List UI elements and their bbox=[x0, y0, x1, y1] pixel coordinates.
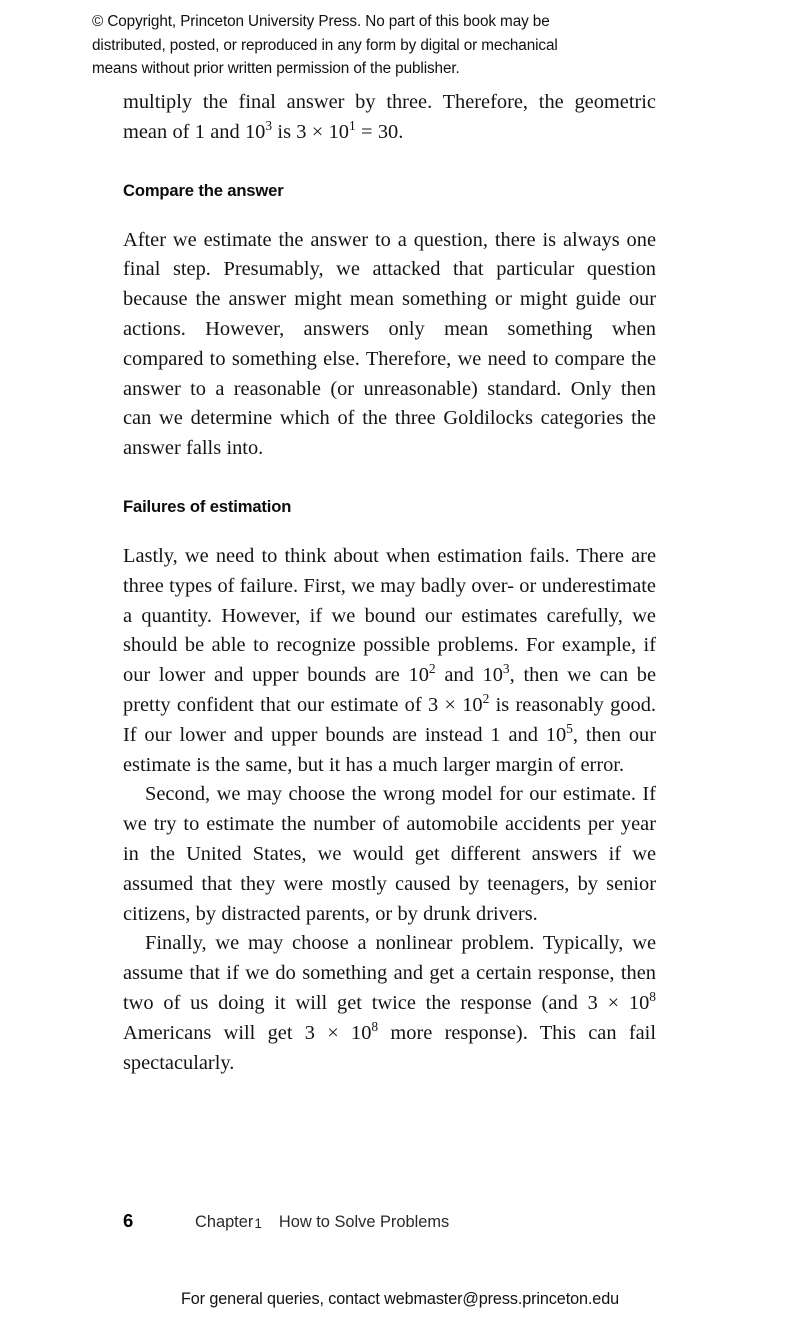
paragraph-second-failure: Second, we may choose the wrong model for our estimate. If we try to estimate the number of automobile accidents per year in the United States, we would get different answers if we assumed that they were mostly caused by teenagers, by senior citizens, by distracted parents, or by drunk drivers. bbox=[123, 783, 656, 925]
chapter-label: Chapter bbox=[195, 1213, 254, 1231]
superscript-exponent-1: 1 bbox=[349, 118, 356, 133]
paragraph-finally-part-1: Finally, we may choose a nonlinear problem. Typically, we assume that if we do something and get a certain response, then two of us doing it will get twice the response (and 3 × 10 bbox=[123, 932, 656, 1014]
superscript-exponent-2b: 2 bbox=[482, 691, 490, 707]
superscript-exponent-2a: 2 bbox=[428, 661, 436, 677]
spacer bbox=[123, 464, 656, 497]
superscript-exponent-8a: 8 bbox=[649, 989, 656, 1005]
paragraph-failures-of-estimation bbox=[123, 542, 656, 780]
spacer bbox=[123, 517, 656, 542]
heading-failures-of-estimation: Failures of estimation bbox=[123, 496, 292, 516]
superscript-exponent-8b: 8 bbox=[371, 1018, 379, 1034]
chapter-title: How to Solve Problems bbox=[278, 1213, 450, 1231]
paragraph-failures-part-3: , then we can be pretty confident that our estimate of 3 × 10 bbox=[123, 664, 656, 716]
heading-compare-the-answer: Compare the answer bbox=[123, 180, 284, 200]
paragraph-failures-part-5: , then our estimate is the same, but it has a much larger margin of error. bbox=[123, 723, 656, 776]
spacer bbox=[123, 148, 656, 181]
superscript-exponent-3: 3 bbox=[265, 118, 273, 133]
general-queries-notice: For general queries, contact webmaster@press.princeton.edu bbox=[180, 1290, 620, 1308]
running-footer bbox=[123, 1208, 683, 1234]
superscript-exponent-5: 5 bbox=[566, 720, 573, 736]
paragraph-failures-part-2: and 10 bbox=[435, 664, 503, 687]
paragraph-failures-part-1: Lastly, we need to think about when estimation fails. There are three types of failure. First, we may badly over- or underestimate a quantity. However, if we bound our estimates carefully, we should be able to recognize possible problems. For example, if our lower and upper bounds are 10 bbox=[123, 544, 656, 687]
paragraph-finally-part-2: Americans will get 3 × 10 bbox=[123, 1021, 372, 1044]
paragraph-continued bbox=[123, 88, 656, 148]
copyright-line-1: © Copyright, Princeton University Press. No part of this book may be bbox=[92, 13, 550, 30]
paragraph-continued-part-3: = 30. bbox=[355, 120, 404, 143]
paragraph-continued-part-1: multiply the final answer by three. Therefore, the geometric mean of 1 and 10 bbox=[123, 91, 656, 143]
copyright-notice bbox=[92, 10, 710, 81]
paragraph-continued-part-2: is 3 × 10 bbox=[272, 120, 349, 143]
spacer bbox=[123, 201, 656, 226]
paragraph-compare-the-answer: After we estimate the answer to a question, there is always one final step. Presumably, we attacked that particular question because the answer might mean something or might guide our actions. However, answers only mean something when compared to something else. Therefore, we need to compare the answer to a reasonable (or unreasonable) standard. Only then can we determine which of the three Goldilocks categories the answer falls into. bbox=[123, 228, 656, 460]
paragraph-finally-part-3: more response). This can fail spectacularly. bbox=[123, 1021, 656, 1074]
copyright-line-2: distributed, posted, or reproduced in any form by digital or mechanical bbox=[92, 36, 558, 54]
superscript-exponent-3b: 3 bbox=[502, 661, 510, 677]
paragraph-failures-part-4: is reasonably good. If our lower and upper bounds are instead 1 and 10 bbox=[123, 693, 656, 746]
paragraph-finally-failure bbox=[123, 929, 656, 1078]
body-text-column bbox=[123, 88, 656, 1078]
copyright-line-3: means without prior written permission of the publisher. bbox=[92, 60, 460, 77]
chapter-number: 1 bbox=[254, 1215, 262, 1231]
page-number: 6 bbox=[123, 1210, 134, 1231]
